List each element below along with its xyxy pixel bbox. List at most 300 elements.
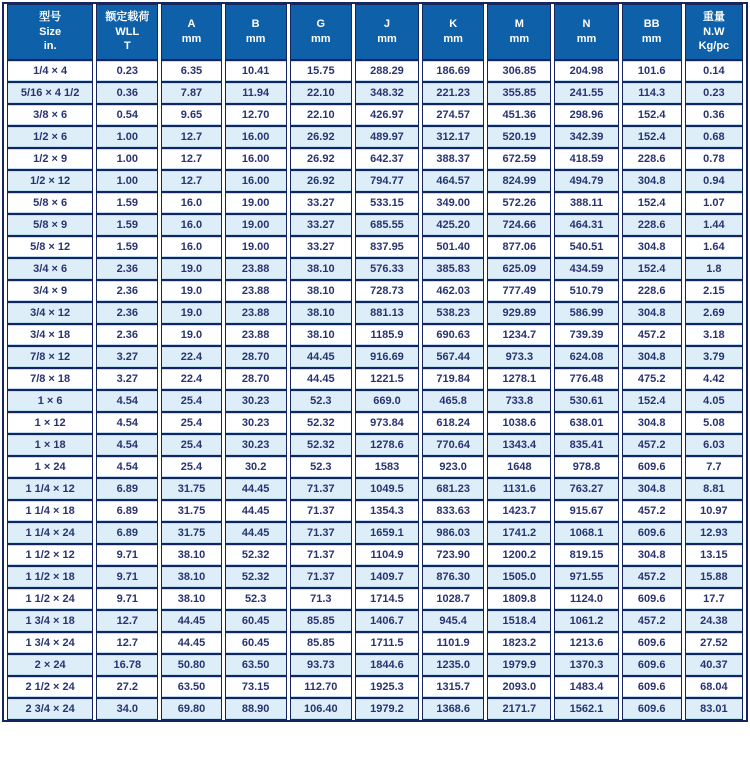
value-cell-n: 835.41 [554, 434, 618, 456]
value-cell-wll: 1.59 [96, 214, 158, 236]
value-cell-m: 929.89 [487, 302, 551, 324]
value-cell-j: 1714.5 [355, 588, 419, 610]
size-spec-table [2, 2, 748, 722]
size-cell: 5/8 × 9 [7, 214, 93, 236]
value-cell-j: 1185.9 [355, 324, 419, 346]
value-cell-b: 52.3 [225, 588, 287, 610]
value-cell-wll: 12.7 [96, 610, 158, 632]
value-cell-n: 638.01 [554, 412, 618, 434]
value-cell-bb: 609.6 [622, 676, 682, 698]
value-cell-weight: 0.68 [685, 126, 743, 148]
value-cell-m: 733.8 [487, 390, 551, 412]
value-cell-bb: 228.6 [622, 214, 682, 236]
table-row [7, 456, 743, 478]
table-row [7, 258, 743, 280]
value-cell-wll: 3.27 [96, 346, 158, 368]
size-cell: 2 1/2 × 24 [7, 676, 93, 698]
value-cell-k: 349.00 [422, 192, 484, 214]
value-cell-weight: 2.69 [685, 302, 743, 324]
value-cell-g: 38.10 [290, 258, 352, 280]
value-cell-m: 1423.7 [487, 500, 551, 522]
value-cell-m: 355.85 [487, 82, 551, 104]
value-cell-b: 52.32 [225, 566, 287, 588]
value-cell-b: 23.88 [225, 302, 287, 324]
value-cell-weight: 10.97 [685, 500, 743, 522]
value-cell-weight: 0.14 [685, 60, 743, 82]
value-cell-j: 1583 [355, 456, 419, 478]
value-cell-n: 1562.1 [554, 698, 618, 720]
table-row [7, 500, 743, 522]
size-cell: 1 3/4 × 24 [7, 632, 93, 654]
value-cell-g: 52.3 [290, 390, 352, 412]
column-header-line: BB [643, 18, 660, 31]
value-cell-n: 298.96 [554, 104, 618, 126]
table-row [7, 434, 743, 456]
value-cell-m: 1823.2 [487, 632, 551, 654]
value-cell-m: 2093.0 [487, 676, 551, 698]
table-row [7, 302, 743, 324]
value-cell-bb: 304.8 [622, 478, 682, 500]
table-header-row [7, 4, 743, 60]
value-cell-m: 724.66 [487, 214, 551, 236]
table-row [7, 236, 743, 258]
value-cell-k: 1028.7 [422, 588, 484, 610]
value-cell-bb: 152.4 [622, 390, 682, 412]
value-cell-j: 685.55 [355, 214, 419, 236]
value-cell-g: 26.92 [290, 148, 352, 170]
value-cell-bb: 304.8 [622, 544, 682, 566]
value-cell-n: 342.39 [554, 126, 618, 148]
value-cell-a: 38.10 [161, 544, 221, 566]
column-header-line: mm [181, 33, 202, 45]
value-cell-k: 1235.0 [422, 654, 484, 676]
value-cell-b: 63.50 [225, 654, 287, 676]
value-cell-b: 12.70 [225, 104, 287, 126]
table-header [7, 4, 743, 60]
value-cell-weight: 83.01 [685, 698, 743, 720]
value-cell-k: 618.24 [422, 412, 484, 434]
value-cell-weight: 0.36 [685, 104, 743, 126]
value-cell-k: 719.84 [422, 368, 484, 390]
value-cell-a: 19.0 [161, 302, 221, 324]
size-cell: 5/8 × 12 [7, 236, 93, 258]
value-cell-k: 1101.9 [422, 632, 484, 654]
value-cell-j: 881.13 [355, 302, 419, 324]
value-cell-b: 19.00 [225, 214, 287, 236]
value-cell-bb: 304.8 [622, 412, 682, 434]
column-header-k [422, 4, 484, 60]
value-cell-b: 19.00 [225, 236, 287, 258]
value-cell-j: 1659.1 [355, 522, 419, 544]
value-cell-g: 33.27 [290, 236, 352, 258]
value-cell-bb: 228.6 [622, 280, 682, 302]
value-cell-m: 306.85 [487, 60, 551, 82]
value-cell-g: 93.73 [290, 654, 352, 676]
value-cell-wll: 1.59 [96, 236, 158, 258]
value-cell-g: 44.45 [290, 346, 352, 368]
value-cell-k: 986.03 [422, 522, 484, 544]
value-cell-wll: 4.54 [96, 390, 158, 412]
value-cell-g: 38.10 [290, 302, 352, 324]
value-cell-g: 71.37 [290, 566, 352, 588]
size-cell: 1 × 6 [7, 390, 93, 412]
value-cell-k: 945.4 [422, 610, 484, 632]
value-cell-k: 567.44 [422, 346, 484, 368]
table-row [7, 368, 743, 390]
table-row [7, 544, 743, 566]
column-header-line: M [514, 18, 524, 31]
value-cell-k: 464.57 [422, 170, 484, 192]
value-cell-n: 464.31 [554, 214, 618, 236]
value-cell-m: 1505.0 [487, 566, 551, 588]
value-cell-wll: 0.23 [96, 60, 158, 82]
value-cell-b: 30.23 [225, 412, 287, 434]
value-cell-bb: 457.2 [622, 566, 682, 588]
value-cell-bb: 609.6 [622, 632, 682, 654]
value-cell-j: 794.77 [355, 170, 419, 192]
column-header-line: mm [576, 33, 597, 45]
value-cell-wll: 4.54 [96, 434, 158, 456]
column-header-line: T [123, 40, 131, 53]
value-cell-m: 1038.6 [487, 412, 551, 434]
value-cell-j: 837.95 [355, 236, 419, 258]
value-cell-b: 88.90 [225, 698, 287, 720]
value-cell-bb: 457.2 [622, 434, 682, 456]
column-header-line: Kg/pc [698, 40, 730, 53]
value-cell-b: 44.45 [225, 522, 287, 544]
value-cell-weight: 6.03 [685, 434, 743, 456]
size-cell: 1/2 × 9 [7, 148, 93, 170]
value-cell-g: 33.27 [290, 214, 352, 236]
table-row [7, 280, 743, 302]
value-cell-n: 819.15 [554, 544, 618, 566]
table-row [7, 214, 743, 236]
value-cell-b: 16.00 [225, 148, 287, 170]
size-cell: 1 × 18 [7, 434, 93, 456]
value-cell-j: 1979.2 [355, 698, 419, 720]
value-cell-bb: 228.6 [622, 148, 682, 170]
column-header-a [161, 4, 221, 60]
value-cell-j: 1278.6 [355, 434, 419, 456]
value-cell-bb: 152.4 [622, 192, 682, 214]
value-cell-g: 85.85 [290, 610, 352, 632]
value-cell-wll: 1.00 [96, 126, 158, 148]
value-cell-k: 388.37 [422, 148, 484, 170]
table-row [7, 522, 743, 544]
column-header-line: mm [377, 33, 397, 45]
value-cell-wll: 4.54 [96, 412, 158, 434]
value-cell-weight: 3.18 [685, 324, 743, 346]
value-cell-g: 71.3 [290, 588, 352, 610]
value-cell-g: 52.32 [290, 434, 352, 456]
value-cell-wll: 9.71 [96, 544, 158, 566]
value-cell-k: 723.90 [422, 544, 484, 566]
value-cell-m: 1278.1 [487, 368, 551, 390]
column-header-j [355, 4, 419, 60]
value-cell-b: 30.23 [225, 390, 287, 412]
size-cell: 2 × 24 [7, 654, 93, 676]
value-cell-m: 973.3 [487, 346, 551, 368]
value-cell-m: 625.09 [487, 258, 551, 280]
column-header-g [290, 4, 352, 60]
value-cell-k: 501.40 [422, 236, 484, 258]
value-cell-a: 12.7 [161, 126, 221, 148]
column-header-line: B [251, 18, 260, 31]
value-cell-n: 978.8 [554, 456, 618, 478]
value-cell-n: 530.61 [554, 390, 618, 412]
value-cell-b: 23.88 [225, 280, 287, 302]
size-cell: 7/8 × 18 [7, 368, 93, 390]
size-cell: 3/4 × 6 [7, 258, 93, 280]
value-cell-weight: 0.78 [685, 148, 743, 170]
value-cell-a: 31.75 [161, 500, 221, 522]
value-cell-weight: 0.94 [685, 170, 743, 192]
value-cell-j: 642.37 [355, 148, 419, 170]
table-row [7, 390, 743, 412]
value-cell-g: 106.40 [290, 698, 352, 720]
value-cell-b: 60.45 [225, 610, 287, 632]
value-cell-a: 44.45 [161, 632, 221, 654]
value-cell-wll: 0.54 [96, 104, 158, 126]
value-cell-m: 1234.7 [487, 324, 551, 346]
table-row [7, 324, 743, 346]
value-cell-bb: 457.2 [622, 610, 682, 632]
column-header-line: mm [509, 33, 530, 45]
column-header-line: mm [641, 33, 662, 45]
size-cell: 1 1/2 × 12 [7, 544, 93, 566]
value-cell-b: 11.94 [225, 82, 287, 104]
value-cell-g: 71.37 [290, 544, 352, 566]
value-cell-wll: 0.36 [96, 82, 158, 104]
table-row [7, 698, 743, 720]
value-cell-m: 1200.2 [487, 544, 551, 566]
value-cell-a: 38.10 [161, 566, 221, 588]
size-cell: 1 1/4 × 24 [7, 522, 93, 544]
size-cell: 2 3/4 × 24 [7, 698, 93, 720]
value-cell-n: 763.27 [554, 478, 618, 500]
value-cell-n: 494.79 [554, 170, 618, 192]
size-cell: 7/8 × 12 [7, 346, 93, 368]
value-cell-a: 19.0 [161, 280, 221, 302]
value-cell-bb: 304.8 [622, 170, 682, 192]
value-cell-bb: 101.6 [622, 60, 682, 82]
column-header-line: J [383, 18, 391, 31]
value-cell-a: 31.75 [161, 522, 221, 544]
value-cell-m: 1979.9 [487, 654, 551, 676]
value-cell-a: 38.10 [161, 588, 221, 610]
value-cell-weight: 8.81 [685, 478, 743, 500]
value-cell-n: 1370.3 [554, 654, 618, 676]
value-cell-j: 1221.5 [355, 368, 419, 390]
value-cell-g: 15.75 [290, 60, 352, 82]
value-cell-g: 26.92 [290, 170, 352, 192]
table-row [7, 126, 743, 148]
value-cell-a: 44.45 [161, 610, 221, 632]
value-cell-a: 25.4 [161, 434, 221, 456]
value-cell-b: 19.00 [225, 192, 287, 214]
size-cell: 1/4 × 4 [7, 60, 93, 82]
column-header-m [487, 4, 551, 60]
value-cell-b: 52.32 [225, 544, 287, 566]
value-cell-wll: 4.54 [96, 456, 158, 478]
value-cell-k: 274.57 [422, 104, 484, 126]
value-cell-bb: 152.4 [622, 104, 682, 126]
value-cell-wll: 2.36 [96, 280, 158, 302]
column-header-line: in. [43, 40, 57, 53]
value-cell-g: 38.10 [290, 280, 352, 302]
value-cell-j: 1925.3 [355, 676, 419, 698]
value-cell-a: 31.75 [161, 478, 221, 500]
size-cell: 1 × 24 [7, 456, 93, 478]
value-cell-b: 44.45 [225, 478, 287, 500]
value-cell-k: 465.8 [422, 390, 484, 412]
value-cell-b: 28.70 [225, 368, 287, 390]
value-cell-g: 33.27 [290, 192, 352, 214]
value-cell-j: 288.29 [355, 60, 419, 82]
value-cell-weight: 13.15 [685, 544, 743, 566]
value-cell-n: 1483.4 [554, 676, 618, 698]
value-cell-b: 73.15 [225, 676, 287, 698]
value-cell-m: 520.19 [487, 126, 551, 148]
table-row [7, 588, 743, 610]
value-cell-a: 69.80 [161, 698, 221, 720]
value-cell-g: 71.37 [290, 500, 352, 522]
value-cell-n: 204.98 [554, 60, 618, 82]
value-cell-a: 16.0 [161, 214, 221, 236]
value-cell-n: 776.48 [554, 368, 618, 390]
value-cell-wll: 1.00 [96, 148, 158, 170]
value-cell-wll: 2.36 [96, 324, 158, 346]
value-cell-n: 1213.6 [554, 632, 618, 654]
value-cell-m: 824.99 [487, 170, 551, 192]
size-cell: 1/2 × 6 [7, 126, 93, 148]
value-cell-a: 25.4 [161, 412, 221, 434]
column-header-line: Size [39, 25, 62, 38]
column-header-line: mm [443, 33, 463, 45]
value-cell-m: 1809.8 [487, 588, 551, 610]
value-cell-k: 425.20 [422, 214, 484, 236]
value-cell-wll: 16.78 [96, 654, 158, 676]
value-cell-bb: 114.3 [622, 82, 682, 104]
value-cell-wll: 6.89 [96, 500, 158, 522]
column-header-line: K [449, 18, 458, 31]
value-cell-wll: 2.36 [96, 258, 158, 280]
size-cell: 1 3/4 × 18 [7, 610, 93, 632]
value-cell-a: 12.7 [161, 148, 221, 170]
column-header-weight [685, 4, 743, 60]
column-header-b [225, 4, 287, 60]
value-cell-m: 1518.4 [487, 610, 551, 632]
value-cell-n: 510.79 [554, 280, 618, 302]
value-cell-wll: 1.59 [96, 192, 158, 214]
value-cell-wll: 27.2 [96, 676, 158, 698]
column-header-line: WLL [115, 25, 140, 38]
value-cell-j: 1104.9 [355, 544, 419, 566]
value-cell-k: 690.63 [422, 324, 484, 346]
value-cell-j: 348.32 [355, 82, 419, 104]
value-cell-b: 44.45 [225, 500, 287, 522]
value-cell-j: 669.0 [355, 390, 419, 412]
value-cell-a: 12.7 [161, 170, 221, 192]
column-header-line: N.W [703, 25, 725, 38]
value-cell-weight: 4.05 [685, 390, 743, 412]
value-cell-weight: 5.08 [685, 412, 743, 434]
value-cell-wll: 34.0 [96, 698, 158, 720]
size-cell: 3/4 × 9 [7, 280, 93, 302]
value-cell-k: 186.69 [422, 60, 484, 82]
value-cell-j: 533.15 [355, 192, 419, 214]
value-cell-g: 52.3 [290, 456, 352, 478]
value-cell-k: 312.17 [422, 126, 484, 148]
table-row [7, 170, 743, 192]
value-cell-g: 71.37 [290, 478, 352, 500]
value-cell-b: 23.88 [225, 324, 287, 346]
value-cell-k: 876.30 [422, 566, 484, 588]
table-body [7, 60, 743, 720]
value-cell-m: 2171.7 [487, 698, 551, 720]
value-cell-a: 6.35 [161, 60, 221, 82]
value-cell-j: 1049.5 [355, 478, 419, 500]
value-cell-b: 30.23 [225, 434, 287, 456]
table-row [7, 192, 743, 214]
value-cell-weight: 2.15 [685, 280, 743, 302]
value-cell-weight: 40.37 [685, 654, 743, 676]
size-cell: 1 1/4 × 18 [7, 500, 93, 522]
value-cell-b: 23.88 [225, 258, 287, 280]
value-cell-bb: 457.2 [622, 324, 682, 346]
value-cell-weight: 17.7 [685, 588, 743, 610]
value-cell-j: 1711.5 [355, 632, 419, 654]
size-cell: 1 × 12 [7, 412, 93, 434]
value-cell-k: 221.23 [422, 82, 484, 104]
value-cell-wll: 6.89 [96, 478, 158, 500]
size-cell: 1 1/2 × 24 [7, 588, 93, 610]
column-header-wll [96, 4, 158, 60]
value-cell-weight: 3.79 [685, 346, 743, 368]
column-header-line: N [582, 18, 591, 31]
value-cell-n: 1061.2 [554, 610, 618, 632]
value-cell-m: 451.36 [487, 104, 551, 126]
table-row [7, 632, 743, 654]
value-cell-j: 426.97 [355, 104, 419, 126]
value-cell-n: 739.39 [554, 324, 618, 346]
value-cell-a: 25.4 [161, 456, 221, 478]
value-cell-k: 1315.7 [422, 676, 484, 698]
value-cell-weight: 1.07 [685, 192, 743, 214]
value-cell-bb: 304.8 [622, 302, 682, 324]
table-row [7, 478, 743, 500]
value-cell-n: 586.99 [554, 302, 618, 324]
value-cell-bb: 457.2 [622, 500, 682, 522]
value-cell-a: 16.0 [161, 236, 221, 258]
value-cell-j: 916.69 [355, 346, 419, 368]
value-cell-g: 22.10 [290, 82, 352, 104]
value-cell-k: 833.63 [422, 500, 484, 522]
column-header-line: mm [245, 33, 266, 45]
value-cell-k: 681.23 [422, 478, 484, 500]
value-cell-g: 38.10 [290, 324, 352, 346]
column-header-size [7, 4, 93, 60]
value-cell-j: 489.97 [355, 126, 419, 148]
value-cell-weight: 0.23 [685, 82, 743, 104]
value-cell-b: 30.2 [225, 456, 287, 478]
table-row [7, 610, 743, 632]
value-cell-weight: 12.93 [685, 522, 743, 544]
table-row [7, 60, 743, 82]
value-cell-weight: 24.38 [685, 610, 743, 632]
column-header-line: mm [311, 33, 331, 45]
size-cell: 3/8 × 6 [7, 104, 93, 126]
